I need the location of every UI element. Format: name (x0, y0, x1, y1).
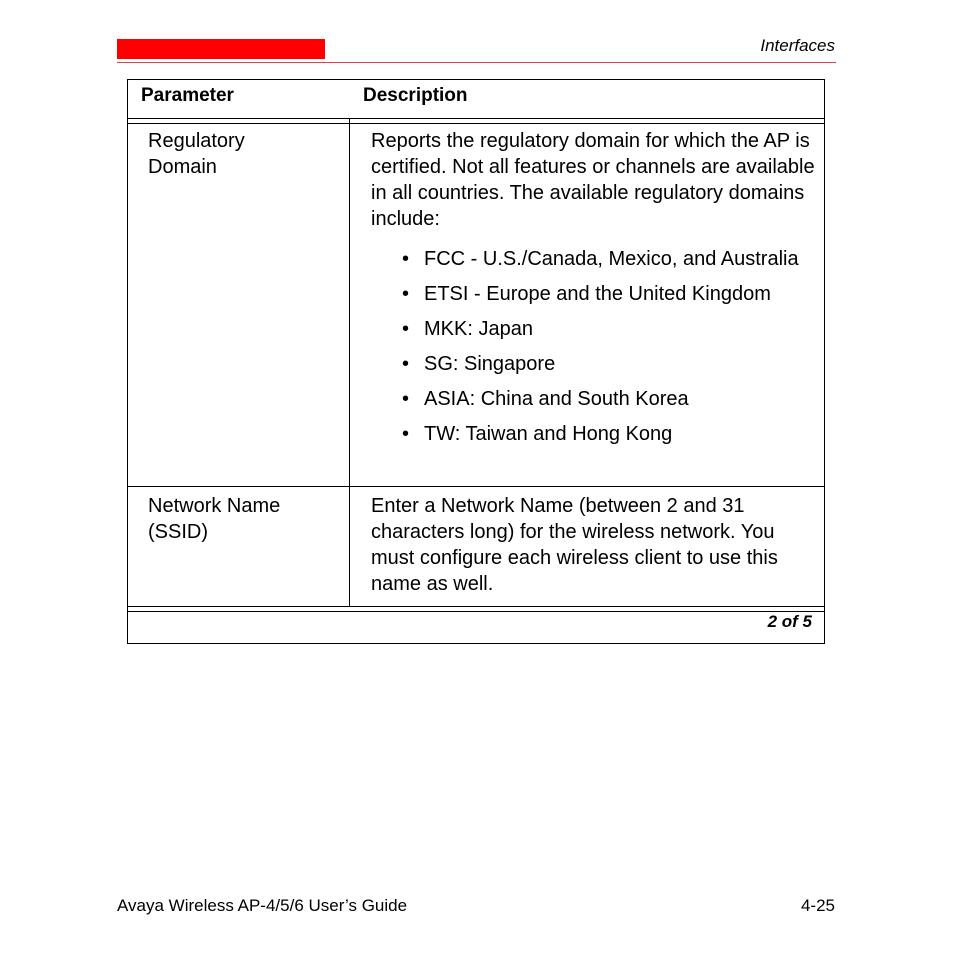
param-line: Network Name (148, 495, 281, 517)
table-row-param (148, 128, 338, 180)
section-title: Interfaces (760, 36, 835, 55)
list-item: • ASIA: China and South Korea (402, 386, 822, 412)
list-item: • ETSI - Europe and the United Kingdom (402, 281, 822, 307)
table-row-description (371, 128, 819, 232)
header-accent-bar (117, 39, 325, 59)
list-item: • MKK: Japan (402, 316, 822, 342)
regulatory-domain-list (402, 246, 822, 456)
column-divider (349, 118, 350, 606)
footer-divider (128, 606, 824, 607)
description-text: Enter a Network Name (between 2 and 31 characters long) for the wireless network. You must configure each wireless client to use this name as well. (371, 495, 778, 595)
list-item: • SG: Singapore (402, 351, 822, 377)
column-header-description: Description (363, 85, 468, 106)
column-header-parameter: Parameter (141, 85, 234, 106)
footer-page-number: 4-25 (800, 896, 835, 915)
table-page-indicator: 2 of 5 (767, 612, 812, 631)
row-divider (128, 486, 824, 487)
list-item: • TW: Taiwan and Hong Kong (402, 421, 822, 447)
param-line: (SSID) (148, 521, 208, 543)
parameter-table (127, 79, 825, 644)
header-divider (128, 118, 824, 119)
footer-guide-title: Avaya Wireless AP-4/5/6 User’s Guide (117, 896, 408, 915)
list-item: • FCC - U.S./Canada, Mexico, and Australia (402, 246, 822, 272)
header-divider-double (128, 123, 824, 124)
footer-divider-double (128, 611, 824, 612)
description-text: Reports the regulatory domain for which the AP is certified. Not all features or channels are available in all countries. The available regulatory domains include: (371, 130, 815, 230)
param-line: Domain (148, 156, 217, 178)
header-rule (117, 62, 836, 63)
table-row-param (148, 493, 338, 545)
table-row-description (371, 493, 819, 597)
param-line: Regulatory (148, 130, 245, 152)
